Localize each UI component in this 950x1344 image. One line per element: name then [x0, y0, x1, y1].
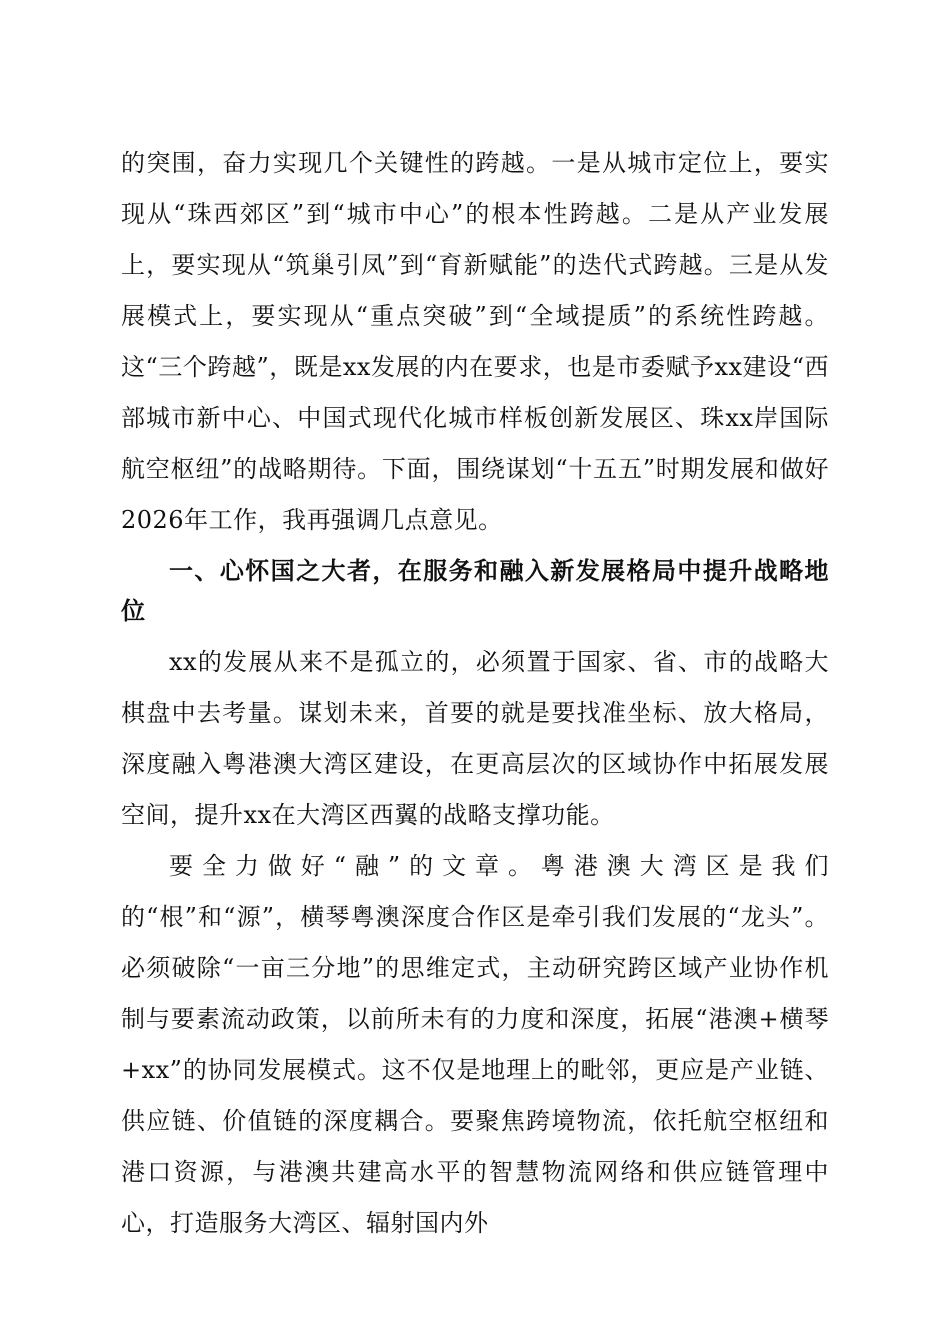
document-body [121, 138, 829, 1249]
paragraph-strategic-context: xx的发展从来不是孤立的，必须置于国家、省、市的战略大棋盘中去考量。谋划未来，首要的就是要找准坐标、放大格局，深度融入粤港澳大湾区建设，在更高层次的区域协作中拓展发展空间，提升xx在大湾区西翼的战略支撑功能。 [121, 648, 829, 829]
paragraph-continuation: 的突围，奋力实现几个关键性的跨越。一是从城市定位上，要实现从“珠西郊区”到“城市中心”的根本性跨越。二是从产业发展上，要实现从“筑巢引凤”到“育新赋能”的迭代式跨越。三是从发展模式上，要实现从“重点突破”到“全域提质”的系统性跨越。这“三个跨越”，既是xx发展的内在要求，也是市委赋予xx建设“西部城市新中心、中国式现代化城市样板创新发展区、珠xx岸国际航空枢纽”的战略期待。下面，围绕谋划“十五五”时期发展和做好2026年工作，我再强调几点意见。 [121, 149, 829, 534]
section-heading-1: 一、心怀国之大者，在服务和融入新发展格局中提升战略地位 [121, 557, 829, 625]
paragraph-integration: 要全力做好“融”的文章。粤港澳大湾区是我们的“根”和“源”，横琴粤澳深度合作区是牵引我们发展的“龙头”。必须破除“一亩三分地”的思维定式，主动研究跨区域产业协作机制与要素流动政策，以前所未有的力度和深度，拓展“港澳+横琴+xx”的协同发展模式。这不仅是地理上的毗邻，更应是产业链、供应链、价值链的深度耦合。要聚焦跨境物流，依托航空枢纽和港口资源，与港澳共建高水平的智慧物流网络和供应链管理中心，打造服务大湾区、辐射国内外 [121, 852, 829, 1237]
